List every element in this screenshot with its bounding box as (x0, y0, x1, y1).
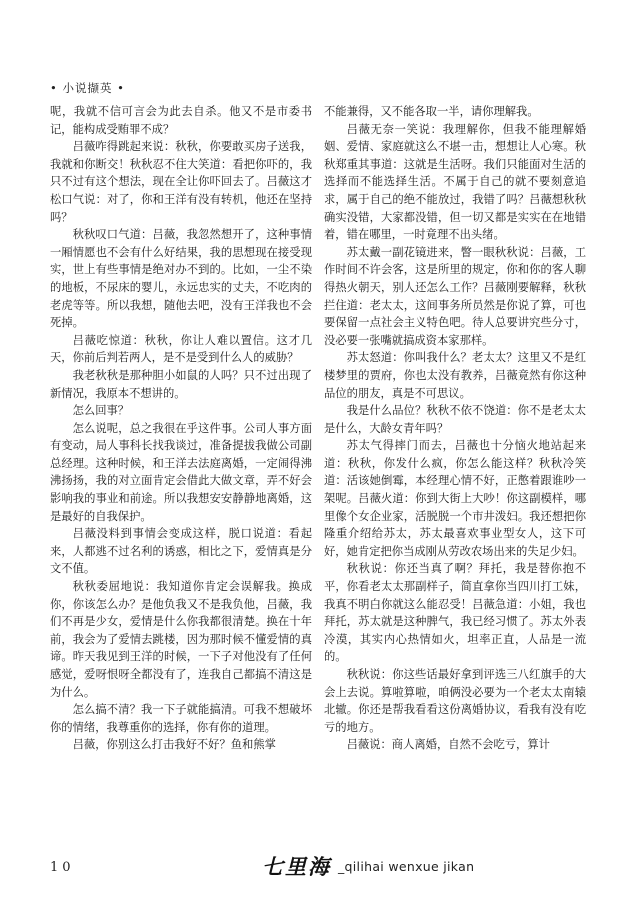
paragraph: 吕薇，你别这么打击我好不好？鱼和熊掌 (72, 738, 276, 752)
paragraph: 我老秋秋是那种胆小如鼠的人吗？只不过出现了新情况，我原本不想讲的。 (50, 368, 312, 400)
paragraph: 吕薇没料到事情会变成这样，脱口说道：看起来，人都逃不过名利的诱惑，相比之下，爱情真是分文不值。 (50, 527, 312, 576)
left-column (50, 103, 312, 861)
paragraph: 苏太怒道：你叫我什么？老太太？这里又不是红楼梦里的贾府，你也太没有教养，吕薇竟然有你这种品位的朋友，真是不可思议。 (324, 351, 586, 400)
right-column (324, 103, 586, 861)
paragraph: 呢，我就不信可言会为此去自杀。他又不是市委书记，能构成受贿罪不成？ (50, 105, 312, 136)
page-number: 10 (50, 860, 75, 875)
paragraph: 秋秋说：你这些话最好拿到评选三八红旗手的大会上去说。算啦算啦，咱俩没必要为一个老太太南辕北辙。你还是帮我看看这份离婚协议，看我有没有吃亏的地方。 (324, 668, 586, 734)
magazine-logo: 七里海 (262, 854, 331, 879)
paragraph: 吕薇说：商人离婚，自然不会吃亏，算计 (346, 738, 550, 752)
paragraph: 吕薇吃惊道：秋秋，你让人难以置信。这才几天，你前后判若两人，是不是受到什么人的威胁？ (50, 333, 312, 365)
paragraph: 怎么回事？ (72, 404, 130, 418)
paragraph: 秋秋委屈地说：我知道你肯定会误解我。换成你，你该怎么办？是他负我又不是我负他，吕薇，我们不再是少女，爱情是什么你我都很清楚。换在十年前，我会为了爱情去跳楼，因为那时候不懂爱情的真谛。昨天我见到王洋的时候，一下子对他没有了任何感觉，爱呀恨呀全都没有了，连我自己都搞不清这是为什么。 (50, 580, 312, 699)
paragraph: 吕薇无奈一笑说：我理解你，但我不能理解婚姻、爱情、家庭就这么不堪一击，想想让人心寒。秋秋郑重其事道：这就是生活呀。我们只能面对生活的选择而不能选择生活。不属于自己的就不要刻意追求，属于自己的绝不能放过，我错了吗？吕薇想秋秋确实没错，大家都没错，但一切又都是实实在在地错着，错在哪里，一时竟理不出头绪。 (324, 122, 586, 242)
paragraph: 秋秋叹口气道：吕薇，我忽然想开了，这种事情一厢情愿也不会有什么好结果，我的思想现在接受现实，世上有些事情是绝对办不到的。比如，一尘不染的地板，不尿床的婴儿，永远忠实的丈夫，不吃肉的老虎等等。所以我想，随他去吧，没有王洋我也不会死掉。 (50, 228, 312, 330)
paragraph: 怎么搞不清？我一下子就能搞清。可我不想破坏你的情绪，我尊重你的选择，你有你的道理。 (50, 703, 312, 734)
magazine-roman-title: _qilihai wenxue jikan (338, 859, 475, 874)
paragraph: 吕薇咋得跳起来说：秋秋，你要敢买房子送我，我就和你断交！秋秋忍不住大笑道：看把你吓的，我只不过有这个想法，现在全让你吓回去了。吕薇这才松口气说：对了，你和王洋有没有转机，他还在坚持吗？ (50, 140, 312, 224)
paragraph: 苏太气得摔门而去，吕薇也十分恼火地站起来道：秋秋，你发什么疯，你怎么能这样？秋秋冷笑道：活该她倒霉，本经理心情不好，正憋着跟谁吵一架呢。吕薇火道：你到大街上大吵！你这副模样，哪里像个女企业家，活脱脱一个市井泼妇。我还想把你隆重介绍给苏太，苏太最喜欢事业型女人，这下可好，她肯定把你当成刚从劳改农场出来的失足少妇。 (324, 439, 586, 558)
paragraph: 不能兼得，又不能各取一半，请你理解我。 (324, 105, 539, 118)
paragraph: 秋秋说：你还当真了啊？拜托，我是替你抱不平，你看老太太那副样子，简直拿你当四川打工妹，我真不明白你就这么能忍受！吕薇急道：小姐，我也拜托，苏太就是这种脾气，我已经习惯了。苏太外表冷漠，其实内心热情如火，坦率正直，人品是一流的。 (324, 562, 586, 664)
paragraph: 苏太戴一副花镜进来，瞥一眼秋秋说：吕薇，工作时间不许会客，这是所里的规定，你和你的客人聊得热火朝天，别人还怎么工作？吕薇刚要解释，秋秋拦住道：老太太，这间事务所员然是你说了算，可也要保留一点社会主义特色吧。待人总要讲究些分寸，没必要一张嘴就搞成资本家那样。 (324, 245, 586, 347)
paragraph: 怎么说呢，总之我很在乎这件事。公司人事方面有变动，局人事科长找我谈过，准备提拔我做公司副总经理。这种时候，和王洋去法庭离婚，一定闹得沸沸扬扬，我的对立面肯定会借此大做文章，弄不好会影响我的事业和前途。所以我想安安静静地离婚，这是最好的自我保护。 (50, 421, 312, 523)
section-label: • 小说撷英 • (50, 81, 125, 95)
paragraph: 我是什么品位？秋秋不依不饶道：你不是老太太是什么，大龄女青年吗？ (324, 404, 586, 435)
